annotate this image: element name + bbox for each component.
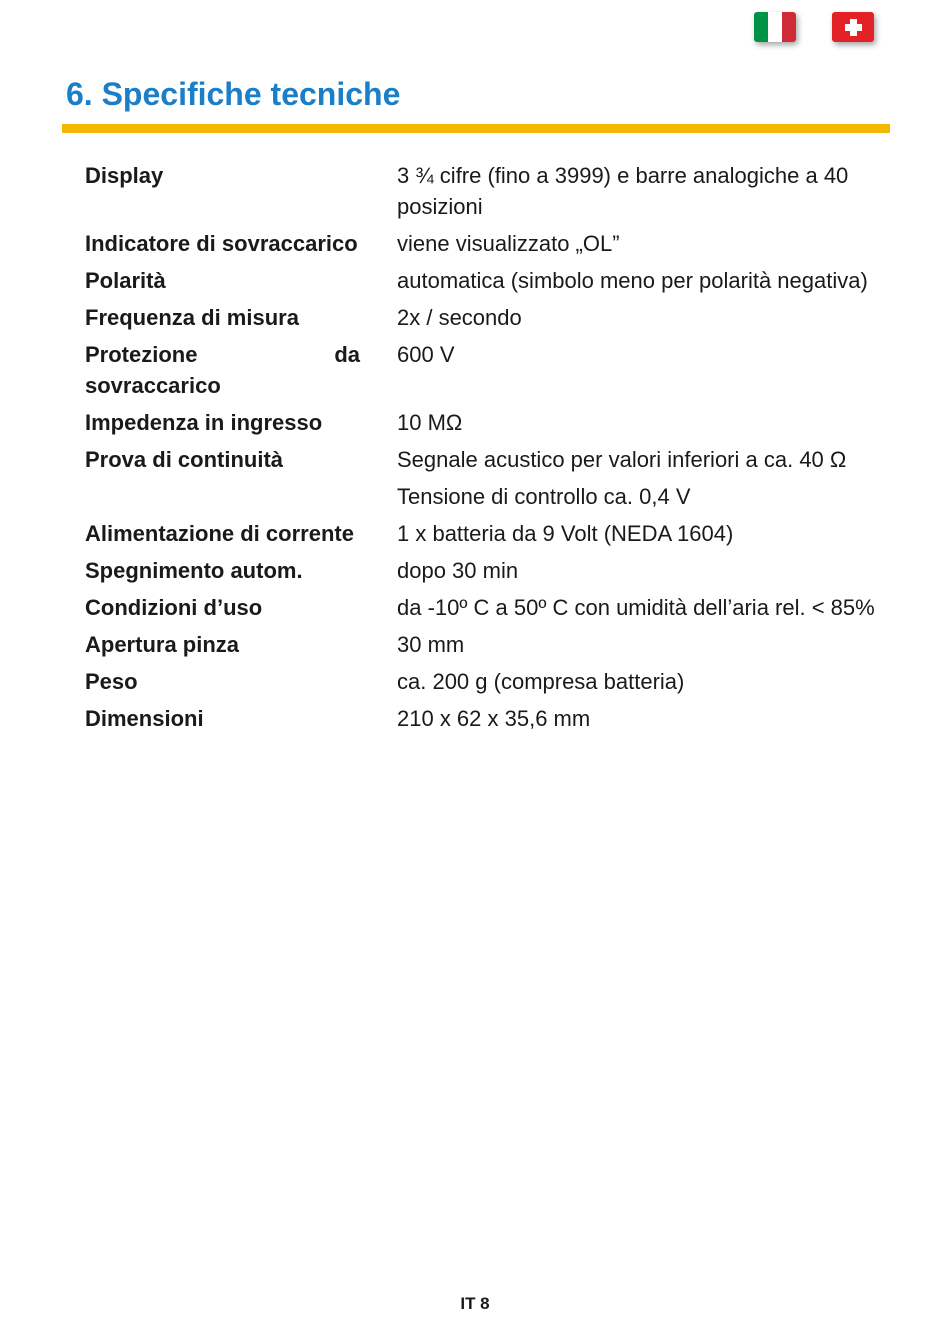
language-flags: [754, 12, 874, 42]
spec-label: Impedenza in ingresso: [85, 410, 323, 435]
spec-row: [85, 339, 885, 407]
spec-row: [85, 302, 885, 339]
section-title: 6. Specifiche tecniche: [66, 76, 401, 112]
spec-value: viene visualizzato „OL”: [397, 231, 620, 256]
spec-value: automatica (simbolo meno per polarità negativa): [397, 268, 868, 293]
spec-value: Segnale acustico per valori inferiori a ca. 40 Ω: [397, 447, 847, 472]
spec-label: Display: [85, 163, 164, 188]
spec-row: [85, 444, 885, 481]
title-divider: [62, 124, 890, 133]
spec-label: Apertura pinza: [85, 632, 240, 657]
spec-row: [85, 228, 885, 265]
spec-label: [85, 481, 397, 518]
spec-value: 210 x 62 x 35,6 mm: [397, 706, 591, 731]
specs-table: [85, 160, 885, 740]
spec-row: [85, 518, 885, 555]
spec-row: [85, 666, 885, 703]
spec-label: Polarità: [85, 268, 166, 293]
spec-value: 30 mm: [397, 632, 465, 657]
spec-label: Frequenza di misura: [85, 305, 299, 330]
page-number: IT 8: [460, 1294, 490, 1313]
spec-label: Spegnimento autom.: [85, 558, 303, 583]
spec-value: ca. 200 g (compresa batteria): [397, 669, 685, 694]
spec-label: Condizioni d’uso: [85, 595, 263, 620]
spec-value: 3 ¾ cifre (fino a 3999) e barre analogiche a 40 posizioni: [397, 163, 849, 219]
spec-label: Alimentazione di corrente: [85, 521, 354, 546]
spec-row: [85, 265, 885, 302]
spec-row: [85, 160, 885, 228]
spec-value: 2x / secondo: [397, 305, 522, 330]
spec-row: [85, 555, 885, 592]
spec-value: Tensione di controllo ca. 0,4 V: [397, 484, 691, 509]
spec-label: Dimensioni: [85, 706, 204, 731]
spec-row: [85, 407, 885, 444]
spec-value: dopo 30 min: [397, 558, 519, 583]
spec-value: 10 MΩ: [397, 410, 463, 435]
spec-row: [85, 481, 885, 518]
spec-row: [85, 629, 885, 666]
spec-label: Prova di continuità: [85, 447, 284, 472]
spec-value: 1 x batteria da 9 Volt (NEDA 1604): [397, 521, 734, 546]
italy-flag-icon: [754, 12, 796, 42]
spec-row: [85, 703, 885, 740]
spec-value: 600 V: [397, 342, 455, 367]
spec-label: Peso: [85, 669, 138, 694]
spec-label: Indicatore di sovraccarico: [85, 231, 358, 256]
spec-row: [85, 592, 885, 629]
spec-value: da -10º C a 50º C con umidità dell’aria rel. < 85%: [397, 595, 875, 620]
switzerland-flag-icon: [832, 12, 874, 42]
spec-label: Protezione da sovraccarico: [85, 342, 360, 398]
